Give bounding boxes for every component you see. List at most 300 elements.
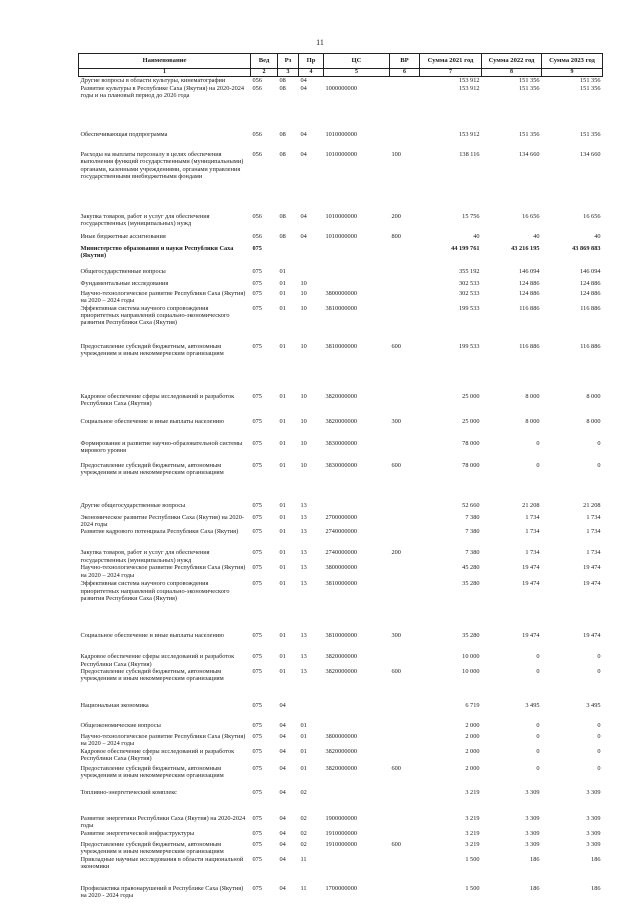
row-sum-2022: 124 886 — [519, 289, 540, 297]
row-sum-2021: 7 380 — [465, 513, 480, 521]
table-row — [79, 462, 603, 502]
row-sum-2021: 302 533 — [459, 289, 480, 297]
row-rz: 01 — [279, 668, 286, 676]
row-rz: 04 — [279, 722, 286, 730]
row-pr: 04 — [300, 77, 307, 85]
row-ved: 075 — [252, 564, 262, 572]
row-pr: 04 — [300, 150, 307, 158]
row-vr — [390, 733, 420, 748]
row-ved: 075 — [252, 733, 262, 741]
row-name: Закупка товаров, работ и услуг для обеспечения государственных (муниципальных) нужд — [80, 549, 210, 564]
row-vr — [390, 815, 420, 830]
row-vr: 100 — [391, 150, 401, 158]
header-sum-2023: Сумма 2023 год — [542, 54, 603, 69]
row-name: Предоставление субсидий бюджетным, автономным учреждениям и иным некоммерческим организациям — [80, 461, 224, 477]
row-pr: 01 — [300, 764, 307, 772]
row-sum-2022: 0 — [536, 722, 540, 730]
row-rz: 04 — [279, 884, 286, 892]
header-num-7: 7 — [420, 69, 482, 77]
row-rz: 01 — [279, 580, 286, 588]
row-sum-2023: 0 — [597, 733, 601, 741]
table-row — [79, 280, 603, 290]
row-ved: 075 — [252, 549, 262, 557]
row-sum-2023: 43 869 883 — [572, 244, 601, 252]
row-name: Предоставление субсидий бюджетным, автономным учреждениям и иным некоммерческим организациям — [80, 342, 224, 358]
row-sum-2021: 3 219 — [465, 814, 480, 822]
row-sum-2022: 19 474 — [522, 564, 540, 572]
row-ved: 056 — [252, 77, 262, 85]
row-vr — [390, 653, 420, 668]
row-sum-2021: 78 000 — [462, 439, 480, 447]
row-name: Кадровое обеспечение сферы исследований и разработок Республики Саха (Якутия) — [80, 747, 235, 763]
row-ved: 075 — [252, 267, 262, 275]
row-cs: 2740000000 — [325, 528, 357, 536]
row-sum-2023: 151 356 — [580, 77, 601, 85]
row-cs: 2700000000 — [325, 513, 357, 521]
row-pr: 13 — [300, 653, 307, 661]
row-rz: 04 — [279, 829, 286, 837]
row-ved: 075 — [252, 289, 262, 297]
row-pr: 13 — [300, 513, 307, 521]
row-rz: 01 — [279, 439, 286, 447]
row-sum-2021: 10 000 — [462, 668, 480, 676]
row-vr — [390, 580, 420, 632]
table-row — [79, 343, 603, 393]
row-ved: 075 — [252, 461, 262, 469]
table-row — [79, 502, 603, 514]
row-rz: 01 — [279, 501, 286, 509]
row-cs: 3810000000 — [325, 342, 357, 350]
row-cs — [324, 502, 390, 514]
row-sum-2022: 1 734 — [525, 528, 540, 536]
table-row — [79, 789, 603, 815]
row-vr — [390, 830, 420, 841]
table-row — [79, 815, 603, 830]
row-vr — [390, 268, 420, 280]
row-vr — [390, 85, 420, 131]
row-pr: 02 — [300, 840, 307, 848]
row-sum-2023: 3 309 — [586, 829, 601, 837]
table-row — [79, 856, 603, 885]
row-pr — [299, 245, 324, 268]
row-ved: 075 — [252, 279, 262, 287]
row-cs: 1010000000 — [325, 150, 357, 158]
row-sum-2021: 199 533 — [459, 342, 480, 350]
row-sum-2021: 2 000 — [465, 747, 480, 755]
row-ved: 056 — [252, 232, 262, 240]
row-sum-2023: 1 734 — [586, 513, 601, 521]
row-sum-2023: 19 474 — [583, 632, 601, 640]
row-ved: 075 — [252, 764, 262, 772]
row-rz: 01 — [279, 564, 286, 572]
row-sum-2023: 0 — [597, 668, 601, 676]
row-name: Общеэкономические вопросы — [80, 722, 161, 730]
row-name: Прикладные научные исследования в области национальной экономики — [80, 855, 244, 870]
row-cs: 3810000000 — [325, 304, 357, 312]
row-sum-2021: 1 500 — [465, 884, 480, 892]
row-sum-2021: 44 199 761 — [451, 244, 480, 252]
row-name: Другие вопросы в области культуры, кинематографии — [80, 77, 226, 85]
row-pr: 13 — [300, 580, 307, 588]
table-row — [79, 268, 603, 280]
row-sum-2021: 1 500 — [465, 855, 480, 863]
row-pr: 02 — [300, 788, 307, 796]
row-vr — [390, 528, 420, 549]
row-cs: 3820000000 — [325, 764, 357, 772]
row-sum-2021: 25 000 — [462, 417, 480, 425]
row-ved: 075 — [252, 884, 262, 892]
row-rz: 08 — [279, 77, 286, 85]
row-vr — [390, 440, 420, 462]
row-name: Другие общегосударственные вопросы — [80, 501, 186, 509]
row-cs — [324, 789, 390, 815]
row-name: Научно-технологическое развитие Республики Саха (Якутия) на 2020 – 2024 годы — [80, 564, 246, 579]
row-cs — [324, 856, 390, 885]
table-row — [79, 233, 603, 245]
row-vr — [390, 393, 420, 418]
row-ved: 075 — [252, 855, 262, 863]
row-ved: 075 — [252, 417, 262, 425]
table-row — [79, 653, 603, 668]
row-ved: 075 — [252, 392, 262, 400]
row-name: Фундаментальные исследования — [80, 279, 169, 287]
row-cs: 3820000000 — [325, 653, 357, 661]
row-sum-2023: 3 495 — [586, 702, 601, 710]
row-sum-2021: 35 280 — [462, 632, 480, 640]
header-rz: Рз — [278, 54, 299, 69]
row-name: Научно-технологическое развитие Республики Саха (Якутия) на 2020 – 2024 годы — [80, 733, 246, 748]
row-vr — [390, 885, 420, 901]
row-sum-2021: 3 219 — [465, 829, 480, 837]
row-sum-2022: 116 886 — [519, 304, 540, 312]
row-sum-2023: 1 734 — [586, 549, 601, 557]
header-cs: ЦС — [324, 54, 390, 69]
row-sum-2021: 3 219 — [465, 840, 480, 848]
row-rz: 04 — [279, 855, 286, 863]
row-rz: 01 — [279, 513, 286, 521]
table-row — [79, 722, 603, 733]
table-row — [79, 632, 603, 653]
row-vr — [390, 856, 420, 885]
row-sum-2021: 199 533 — [459, 304, 480, 312]
row-name: Общегосударственные вопросы — [80, 267, 166, 275]
row-rz: 04 — [279, 764, 286, 772]
row-sum-2021: 7 380 — [465, 549, 480, 557]
row-name: Кадровое обеспечение сферы исследований и разработок Республики Саха (Якутия) — [80, 653, 235, 668]
table-row — [79, 290, 603, 305]
row-sum-2023: 151 356 — [580, 130, 601, 138]
row-ved: 075 — [252, 513, 262, 521]
row-pr: 13 — [300, 564, 307, 572]
page-number: 11 — [316, 38, 324, 47]
row-sum-2023: 21 208 — [583, 501, 601, 509]
header-num-9: 9 — [542, 69, 603, 77]
row-pr: 10 — [300, 342, 307, 350]
row-sum-2021: 3 219 — [465, 788, 480, 796]
row-name: Экономическое развитие Республики Саха (Якутия) на 2020-2024 годы — [80, 513, 244, 529]
row-vr — [390, 131, 420, 151]
row-rz: 08 — [279, 232, 286, 240]
row-ved: 075 — [252, 304, 262, 312]
row-sum-2021: 35 280 — [462, 580, 480, 588]
row-name: Кадровое обеспечение сферы исследований и разработок Республики Саха (Якутия) — [80, 392, 235, 408]
row-cs: 3820000000 — [325, 392, 357, 400]
row-rz: 01 — [279, 549, 286, 557]
row-sum-2022: 186 — [530, 855, 540, 863]
row-cs: 1700000000 — [325, 884, 357, 892]
table-row — [79, 213, 603, 233]
row-rz: 01 — [279, 279, 286, 287]
row-sum-2021: 40 — [473, 232, 480, 240]
row-cs — [324, 280, 390, 290]
row-pr — [299, 268, 324, 280]
row-sum-2023: 19 474 — [583, 580, 601, 588]
row-sum-2022: 146 094 — [519, 267, 540, 275]
header-num-2: 2 — [251, 69, 278, 77]
row-pr: 13 — [300, 549, 307, 557]
table-row — [79, 418, 603, 440]
row-pr: 04 — [300, 232, 307, 240]
row-rz: 04 — [279, 733, 286, 741]
row-pr: 11 — [300, 855, 307, 863]
row-rz: 04 — [279, 747, 286, 755]
row-rz — [278, 245, 299, 268]
table-row — [79, 528, 603, 549]
row-cs: 3820000000 — [325, 747, 357, 755]
row-name: Эффективная система научного сопровождения приоритетных направлений социально-экономического развития Республики Саха (Якутия) — [80, 304, 230, 327]
row-cs: 3820000000 — [325, 417, 357, 425]
row-pr: 04 — [300, 212, 307, 220]
row-pr: 04 — [300, 84, 307, 92]
row-vr: 600 — [391, 668, 401, 676]
row-sum-2022: 1 734 — [525, 549, 540, 557]
row-sum-2023: 0 — [597, 461, 601, 469]
row-name: Обеспечивающая подпрограмма — [80, 130, 168, 138]
row-name: Предоставление субсидий бюджетным, автономным учреждениям и иным некоммерческим организациям — [80, 840, 224, 856]
row-rz: 01 — [279, 392, 286, 400]
row-sum-2023: 0 — [597, 764, 601, 772]
table-row — [79, 245, 603, 268]
row-cs — [324, 722, 390, 733]
row-rz: 04 — [279, 788, 286, 796]
row-sum-2022: 0 — [536, 653, 540, 661]
row-rz: 08 — [279, 212, 286, 220]
row-cs: 1910000000 — [325, 840, 357, 848]
row-sum-2022: 19 474 — [522, 632, 540, 640]
row-cs — [324, 702, 390, 722]
row-rz: 08 — [279, 84, 286, 92]
table-row — [79, 77, 603, 85]
row-vr — [390, 564, 420, 580]
row-sum-2022: 16 656 — [522, 212, 540, 220]
row-sum-2023: 3 309 — [586, 788, 601, 796]
row-sum-2022: 0 — [536, 668, 540, 676]
row-vr: 300 — [391, 417, 401, 425]
row-sum-2022: 0 — [536, 733, 540, 741]
row-name: Министерство образования и науки Республики Саха (Якутия) — [80, 244, 234, 260]
row-sum-2022: 0 — [536, 439, 540, 447]
row-name: Социальное обеспечение и иные выплаты населению — [80, 632, 224, 640]
header-sum-2021: Сумма 2021 год — [420, 54, 482, 69]
row-pr: 10 — [300, 392, 307, 400]
row-sum-2022: 151 356 — [519, 77, 540, 85]
header-num-4: 4 — [299, 69, 324, 77]
row-rz: 01 — [279, 417, 286, 425]
row-name: Развитие энергетической инфраструктуры — [80, 829, 195, 837]
row-sum-2022: 3 309 — [525, 814, 540, 822]
row-cs: 3820000000 — [325, 668, 357, 676]
row-ved: 075 — [252, 653, 262, 661]
row-sum-2022: 151 356 — [519, 130, 540, 138]
row-sum-2022: 0 — [536, 747, 540, 755]
row-cs: 3800000000 — [325, 289, 357, 297]
row-name: Формирование и развитие научно-образовательной системы мирового уровня — [80, 439, 243, 455]
row-sum-2022: 0 — [536, 764, 540, 772]
row-ved: 075 — [252, 722, 262, 730]
row-sum-2021: 52 660 — [462, 501, 480, 509]
row-sum-2022: 3 309 — [525, 788, 540, 796]
table-row — [79, 131, 603, 151]
row-pr — [299, 702, 324, 722]
row-sum-2023: 0 — [597, 439, 601, 447]
row-name: Закупка товаров, работ и услуг для обеспечения государственных (муниципальных) нужд — [80, 212, 210, 228]
row-ved: 075 — [252, 632, 262, 640]
table-row — [79, 580, 603, 632]
row-name: Научно-технологическое развитие Республики Саха (Якутия) на 2020 – 2024 годы — [80, 289, 246, 305]
row-rz: 01 — [279, 304, 286, 312]
row-cs: 3800000000 — [325, 733, 357, 741]
row-rz: 04 — [279, 814, 286, 822]
row-ved: 056 — [252, 130, 262, 138]
row-cs: 1000000000 — [325, 84, 357, 92]
row-pr: 11 — [300, 884, 307, 892]
table-body — [79, 77, 603, 901]
row-sum-2021: 45 280 — [462, 564, 480, 572]
row-sum-2022: 40 — [533, 232, 540, 240]
row-rz: 08 — [279, 130, 286, 138]
row-rz: 01 — [279, 653, 286, 661]
row-pr: 13 — [300, 528, 307, 536]
row-sum-2023: 40 — [594, 232, 601, 240]
row-rz: 08 — [279, 150, 286, 158]
row-sum-2022: 0 — [536, 461, 540, 469]
table-row — [79, 841, 603, 856]
row-name: Развитие культуры в Республике Саха (Якутия) на 2020-2024 годы и на плановый период до 2026 года — [80, 84, 245, 100]
row-ved: 075 — [252, 747, 262, 755]
row-ved: 075 — [252, 439, 262, 447]
row-sum-2022: 8 000 — [525, 392, 540, 400]
row-ved: 075 — [252, 580, 262, 588]
row-pr: 10 — [300, 304, 307, 312]
row-vr — [390, 290, 420, 305]
row-pr: 10 — [300, 439, 307, 447]
row-vr: 600 — [391, 342, 401, 350]
row-sum-2023: 124 886 — [580, 289, 601, 297]
row-name: Предоставление субсидий бюджетным, автономным учреждениям и иным некоммерческим организациям — [80, 764, 224, 780]
row-name: Топливно-энергетический комплекс — [80, 788, 177, 796]
table-row — [79, 549, 603, 564]
row-sum-2022: 1 734 — [525, 513, 540, 521]
row-cs: 3810000000 — [325, 632, 357, 640]
row-vr: 800 — [391, 232, 401, 240]
row-vr — [390, 722, 420, 733]
row-pr: 10 — [300, 289, 307, 297]
table-row — [79, 440, 603, 462]
row-name: Профилактика правонарушений в Республике Саха (Якутия) на 2020 - 2024 годы — [80, 884, 244, 899]
row-rz: 04 — [279, 840, 286, 848]
row-pr: 01 — [300, 747, 307, 755]
row-sum-2021: 2 000 — [465, 764, 480, 772]
row-sum-2023: 186 — [591, 884, 601, 892]
row-rz: 01 — [279, 528, 286, 536]
budget-table — [78, 53, 603, 901]
row-vr — [390, 77, 420, 85]
row-pr: 02 — [300, 829, 307, 837]
row-sum-2021: 7 380 — [465, 528, 480, 536]
row-sum-2021: 15 756 — [462, 212, 480, 220]
row-pr: 13 — [300, 632, 307, 640]
row-name: Иные бюджетные ассигнования — [80, 232, 166, 240]
row-ved: 056 — [252, 150, 262, 158]
table-header — [79, 54, 603, 77]
row-sum-2022: 151 356 — [519, 84, 540, 92]
row-sum-2023: 0 — [597, 653, 601, 661]
row-ved: 075 — [252, 702, 262, 710]
row-rz: 01 — [279, 289, 286, 297]
row-sum-2022: 3 309 — [525, 829, 540, 837]
row-sum-2023: 151 356 — [580, 84, 601, 92]
row-sum-2023: 124 886 — [580, 279, 601, 287]
row-sum-2022: 134 660 — [519, 150, 540, 158]
row-ved: 075 — [252, 244, 262, 252]
row-name: Развитие энергетики Республики Саха (Якутия) на 2020-2024 годы — [80, 814, 246, 830]
row-cs — [324, 245, 390, 268]
row-sum-2021: 153 912 — [459, 130, 480, 138]
row-ved: 075 — [252, 829, 262, 837]
row-vr: 300 — [391, 632, 401, 640]
row-cs — [324, 268, 390, 280]
row-cs: 1010000000 — [325, 212, 357, 220]
row-sum-2023: 116 886 — [580, 342, 601, 350]
table-row — [79, 85, 603, 131]
row-sum-2022: 21 208 — [522, 501, 540, 509]
row-sum-2023: 3 309 — [586, 814, 601, 822]
row-vr — [390, 702, 420, 722]
row-cs: 1010000000 — [325, 130, 357, 138]
row-cs: 1010000000 — [325, 232, 357, 240]
table-row — [79, 393, 603, 418]
row-sum-2023: 116 886 — [580, 304, 601, 312]
header-num-3: 3 — [278, 69, 299, 77]
row-sum-2022: 3 309 — [525, 840, 540, 848]
header-pr: Пр — [299, 54, 324, 69]
row-ved: 075 — [252, 528, 262, 536]
table-row — [79, 830, 603, 841]
row-sum-2021: 2 000 — [465, 722, 480, 730]
row-rz: 01 — [279, 267, 286, 275]
header-name: Наименование — [79, 54, 251, 69]
row-ved: 075 — [252, 342, 262, 350]
row-ved: 075 — [252, 501, 262, 509]
row-sum-2023: 0 — [597, 722, 601, 730]
header-vr: ВР — [390, 54, 420, 69]
row-pr: 10 — [300, 461, 307, 469]
header-num-1: 1 — [79, 69, 251, 77]
row-vr — [390, 245, 420, 268]
row-cs: 3830000000 — [325, 461, 357, 469]
row-vr — [390, 789, 420, 815]
header-sum-2022: Сумма 2022 год — [482, 54, 542, 69]
